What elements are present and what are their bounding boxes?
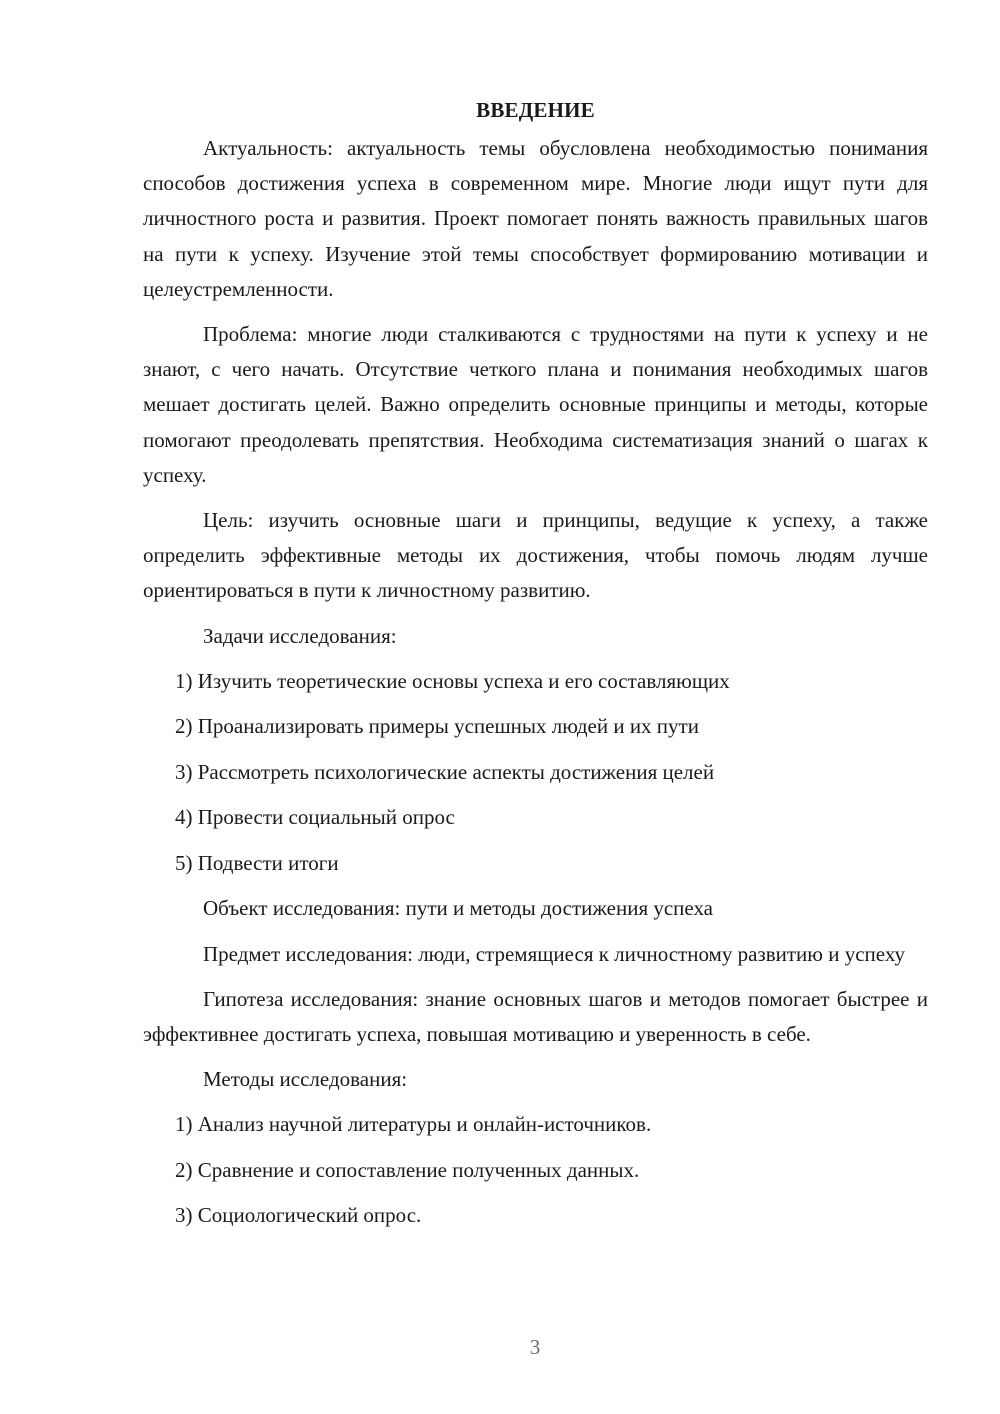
subject-paragraph: Предмет исследования: люди, стремящиеся к личностному развитию и успеху xyxy=(203,941,906,966)
methods-heading: Методы исследования: xyxy=(203,1067,408,1092)
tasks-list xyxy=(143,664,928,881)
methods-list xyxy=(143,1107,928,1233)
list-item: 2) Проанализировать примеры успешных людей и их пути xyxy=(175,714,699,739)
list-item: 3) Социологический опрос. xyxy=(175,1203,422,1228)
tasks-heading: Задачи исследования: xyxy=(203,623,397,648)
list-item: 1) Анализ научной литературы и онлайн-источников. xyxy=(175,1112,652,1137)
object-paragraph: Объект исследования: пути и методы достижения успеха xyxy=(203,896,713,921)
list-item: 1) Изучить теоретические основы успеха и его составляющих xyxy=(175,668,730,693)
list-item: 3) Рассмотреть психологические аспекты достижения целей xyxy=(175,759,715,784)
problem-paragraph: Проблема: многие люди сталкиваются с трудностями на пути к успеху и не знают, с чего начать. Отсутствие четкого плана и понимания необходимых шагов мешает достигать целей. Важно определить основные принципы и методы, которые помогают преодолевать препятствия. Необходима систематизация знаний о шагах к успеху. xyxy=(143,322,928,487)
list-item: 4) Провести социальный опрос xyxy=(175,805,455,830)
goal-paragraph: Цель: изучить основные шаги и принципы, ведущие к успеху, а также определить эффективные методы их достижения, чтобы помочь людям лучше ориентироваться в пути к личностному развитию. xyxy=(143,508,928,603)
list-item: 5) Подвести итоги xyxy=(175,850,339,875)
document-page xyxy=(143,92,928,1244)
relevance-paragraph: Актуальность: актуальность темы обусловлена необходимостью понимания способов достижения успеха в современном мире. Многие люди ищут пути для личностного роста и развития. Проект помогает понять важность правильных шагов на пути к успеху. Изучение этой темы способствует формированию мотивации и целеустремленности. xyxy=(143,136,928,301)
hypothesis-paragraph: Гипотеза исследования: знание основных шагов и методов помогает быстрее и эффективнее достигать успеха, повышая мотивацию и уверенность в себе. xyxy=(143,986,928,1046)
list-item: 2) Сравнение и сопоставление полученных данных. xyxy=(175,1157,640,1182)
page-number: 3 xyxy=(529,1335,541,1359)
page-title: ВВЕДЕНИЕ xyxy=(476,98,595,122)
